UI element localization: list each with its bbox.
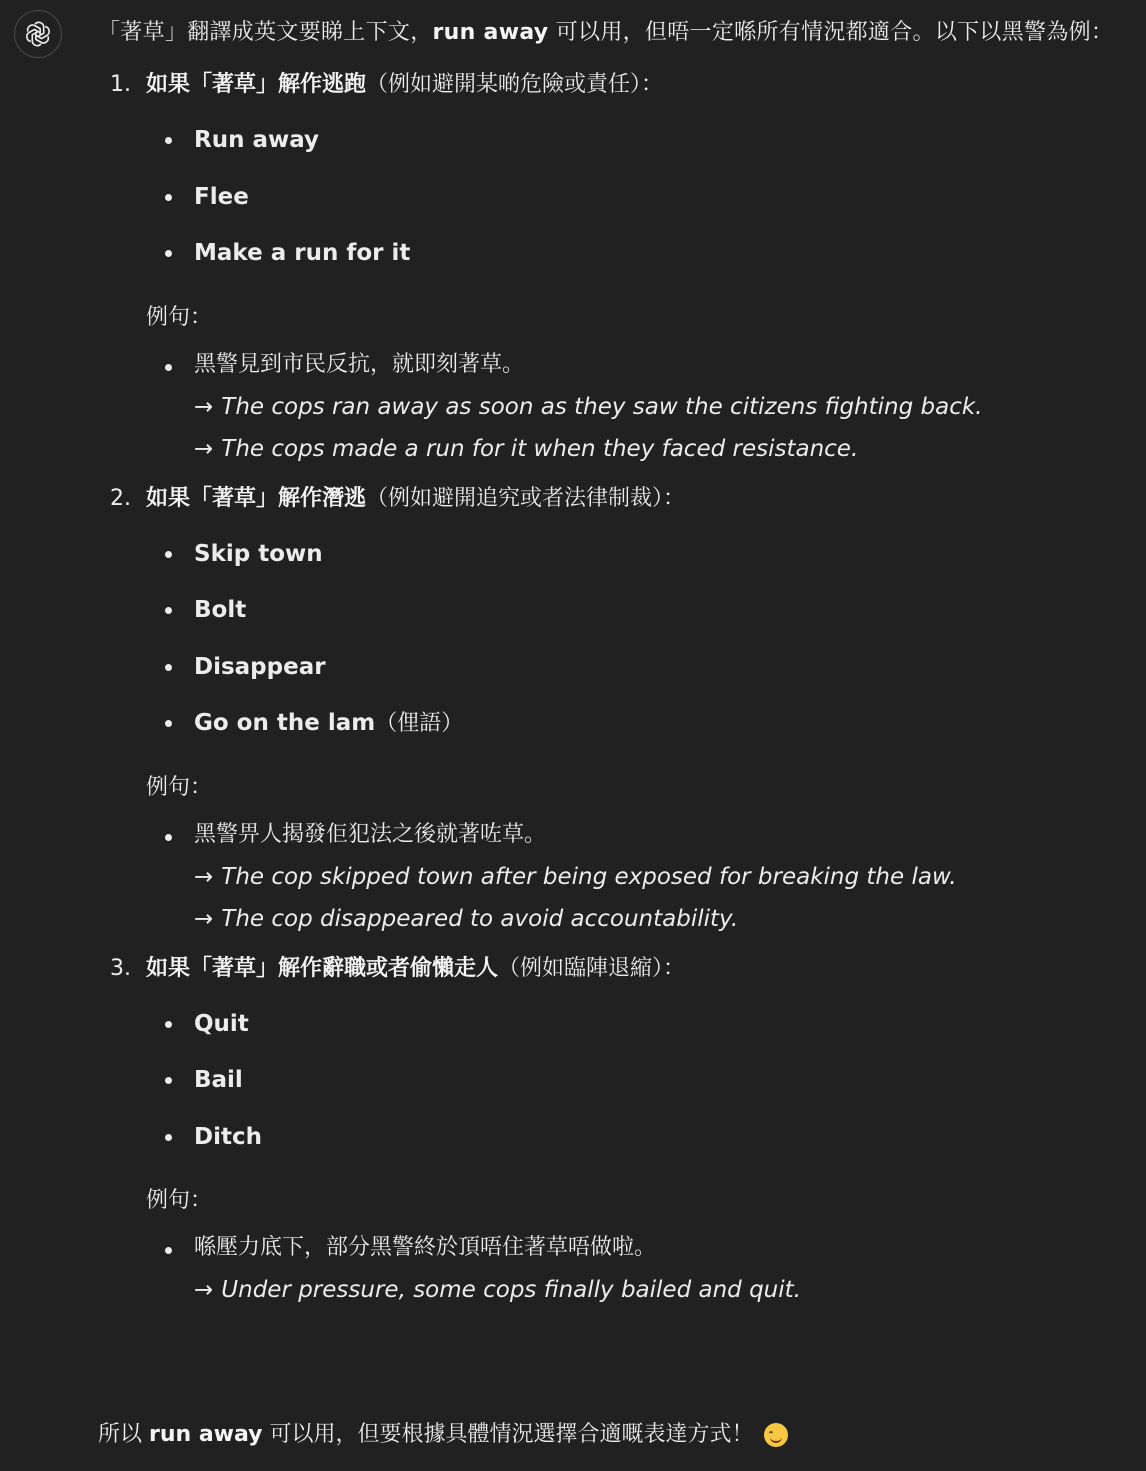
section-heading-bold: 如果「著草」解作辭職或者偷懶走人: [146, 955, 499, 981]
section-number: 2.: [110, 485, 131, 511]
list-item-note: （俚語）: [375, 711, 464, 736]
usage-section-2: [98, 470, 1128, 940]
list-item: Disappear: [194, 639, 1128, 696]
intro-paragraph: [98, 12, 1128, 54]
list-item: Ditch: [194, 1109, 1128, 1166]
assistant-avatar: [14, 10, 62, 58]
usage-list: [98, 56, 1128, 1311]
section-number: 3.: [110, 955, 131, 981]
section-heading-note: （例如避開追究或者法律制裁）：: [366, 485, 686, 511]
example-sentence: 黑警畀人揭發佢犯法之後就著咗草。: [194, 821, 547, 847]
translation-line: [194, 1269, 1128, 1311]
translation-text: The cop skipped town after being exposed for breaking the law.: [221, 863, 957, 890]
list-item-text: Go on the lam: [194, 710, 376, 736]
arrow-icon: →: [194, 435, 214, 462]
list-item: Run away: [194, 112, 1128, 169]
list-item: Flee: [194, 169, 1128, 226]
translation-text: Under pressure, some cops finally bailed and quit.: [221, 1277, 801, 1303]
intro-text: 「著草」翻譯成英文要睇上下文，: [98, 20, 433, 45]
section-heading-bold: 如果「著草」解作潛逃: [146, 485, 367, 511]
translation-line: [194, 856, 1128, 898]
outro-paragraph: [98, 1413, 788, 1457]
section-heading-note: （例如避開某啲危險或責任）：: [366, 72, 664, 97]
arrow-icon: →: [194, 393, 214, 420]
outro-bold-term: run away: [149, 1422, 263, 1447]
section-heading-bold: 如果「著草」解作逃跑: [146, 72, 367, 97]
translation-text: The cops made a run for it when they faced resistance.: [221, 435, 859, 462]
arrow-icon: →: [194, 863, 214, 890]
openai-logo-icon: [24, 20, 52, 48]
list-item: [194, 695, 1128, 752]
section-heading-note: （例如臨陣退縮）：: [498, 955, 686, 981]
section-heading: [146, 940, 1128, 996]
example-item: [194, 1221, 1128, 1311]
translation-text: The cop disappeared to avoid accountability.: [221, 905, 739, 932]
smiling-face-emoji-icon: [764, 1423, 788, 1447]
assistant-message: [98, 0, 1128, 1311]
section-number: 1.: [110, 72, 131, 97]
usage-section-1: [98, 56, 1128, 470]
example-item: [194, 338, 1128, 470]
intro-bold-term: run away: [432, 20, 549, 45]
example-sentence: 黑警見到市民反抗，就即刻著草。: [194, 351, 525, 377]
section-heading: [146, 470, 1128, 526]
translation-line: [194, 386, 1128, 428]
translation-text: The cops ran away as soon as they saw the citizens fighting back.: [221, 393, 983, 420]
synonym-list: [98, 526, 1128, 752]
list-item: Bail: [194, 1052, 1128, 1109]
list-item: Quit: [194, 996, 1128, 1053]
section-heading: [146, 56, 1128, 112]
outro-text: 所以: [98, 1422, 149, 1447]
list-item: Skip town: [194, 526, 1128, 583]
translation-line: [194, 898, 1128, 940]
arrow-icon: →: [194, 905, 214, 932]
translation-line: [194, 428, 1128, 470]
list-item: Bolt: [194, 582, 1128, 639]
synonym-list: [98, 112, 1128, 282]
example-label: 例句：: [146, 304, 213, 330]
arrow-icon: →: [194, 1277, 214, 1303]
list-item: Make a run for it: [194, 225, 1128, 282]
usage-section-3: [98, 940, 1128, 1312]
synonym-list: [98, 996, 1128, 1166]
example-label: 例句：: [146, 774, 213, 800]
intro-text-rest: 可以用，但唔一定喺所有情況都適合。以下以黑警為例：: [548, 20, 1114, 45]
example-label: 例句：: [146, 1188, 213, 1213]
example-item: [194, 808, 1128, 940]
example-sentence: 喺壓力底下，部分黑警終於頂唔住著草唔做啦。: [194, 1235, 657, 1260]
outro-text-rest: 可以用，但要根據具體情況選擇合適嘅表達方式！: [262, 1422, 754, 1447]
